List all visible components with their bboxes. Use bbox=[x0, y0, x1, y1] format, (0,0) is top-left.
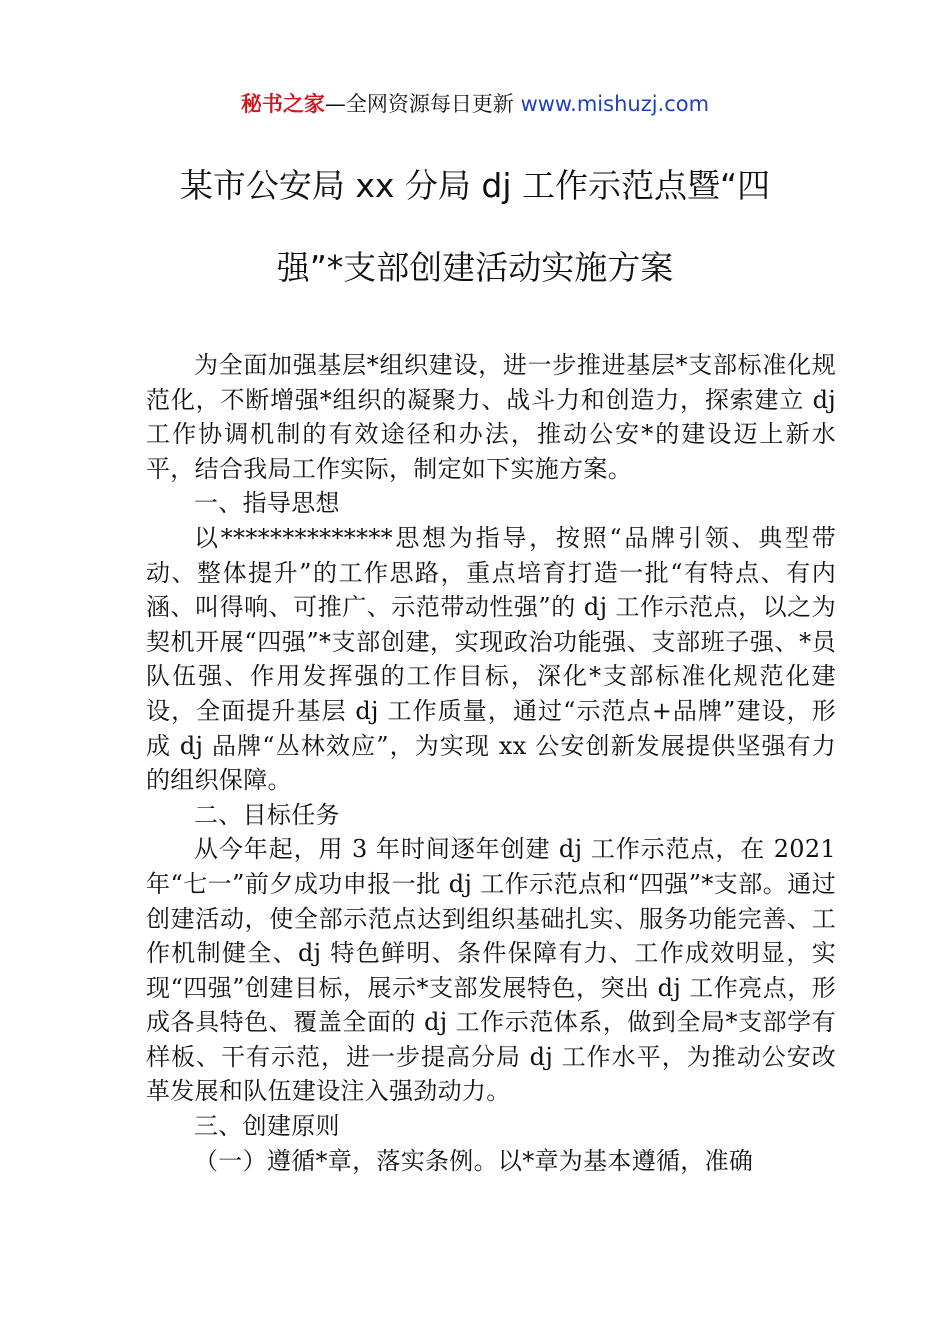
guiding-ideology-paragraph: 以**************思想为指导，按照“品牌引领、典型带动、整体提升”的工作思路，重点培育打造一批“有特点、有内涵、叫得响、可推广、示范带动性强”的 dj 工作示范点，以之为契机开展“四强”*支部创建，实现政治功能强、支部班子强、*员队伍强、作用发挥强的工作目标，深化*支部标准化规范化建设，全面提升基层 dj 工作质量，通过“示范点+品牌”建设，形成 dj 品牌“丛林效应”，为实现 xx 公安创新发展提供坚强有力的组织保障。 bbox=[146, 523, 836, 795]
site-header bbox=[0, 88, 950, 120]
document-body bbox=[146, 348, 836, 1178]
intro-paragraph: 为全面加强基层*组织建设，进一步推进基层*支部标准化规范化，不断增强*组织的凝聚力、战斗力和创造力，探索建立 dj 工作协调机制的有效途径和办法，推动公安*的建设迈上新水平，结合我局工作实际，制定如下实施方案。 bbox=[146, 351, 836, 483]
section-heading-guiding-ideology: 一、指导思想 bbox=[194, 489, 340, 518]
document-title bbox=[140, 160, 810, 293]
section-heading-principles: 三、创建原则 bbox=[194, 1112, 340, 1141]
goals-tasks-paragraph: 从今年起，用 3 年时间逐年创建 dj 工作示范点，在 2021 年“七一”前夕成功申报一批 dj 工作示范点和“四强”*支部。通过创建活动，使全部示范点达到组织基础扎实、服务功能完善、工作机制健全、dj 特色鲜明、条件保障有力、工作成效明显，实现“四强”创建目标，展示*支部发展特色，突出 dj 工作亮点，形成各具特色、覆盖全面的 dj 工作示范体系，做到全局*支部学有样板、干有示范，进一步提高分局 dj 工作水平，为推动公安改革发展和队伍建设注入强劲动力。 bbox=[146, 835, 836, 1106]
site-tagline: —全网资源每日更新 bbox=[324, 92, 521, 116]
site-url-link[interactable]: www.mishuzj.com bbox=[520, 92, 710, 116]
document-title-line-2: 强”*支部创建活动实施方案 bbox=[276, 248, 674, 287]
document-title-line-1: 某市公安局 xx 分局 dj 工作示范点暨“四 bbox=[179, 166, 771, 205]
section-heading-goals-tasks: 二、目标任务 bbox=[194, 800, 340, 829]
site-brand: 秘书之家 bbox=[240, 92, 325, 116]
principle-one-paragraph: （一）遵循*章，落实条例。以*章为基本遵循，准确 bbox=[194, 1146, 754, 1175]
